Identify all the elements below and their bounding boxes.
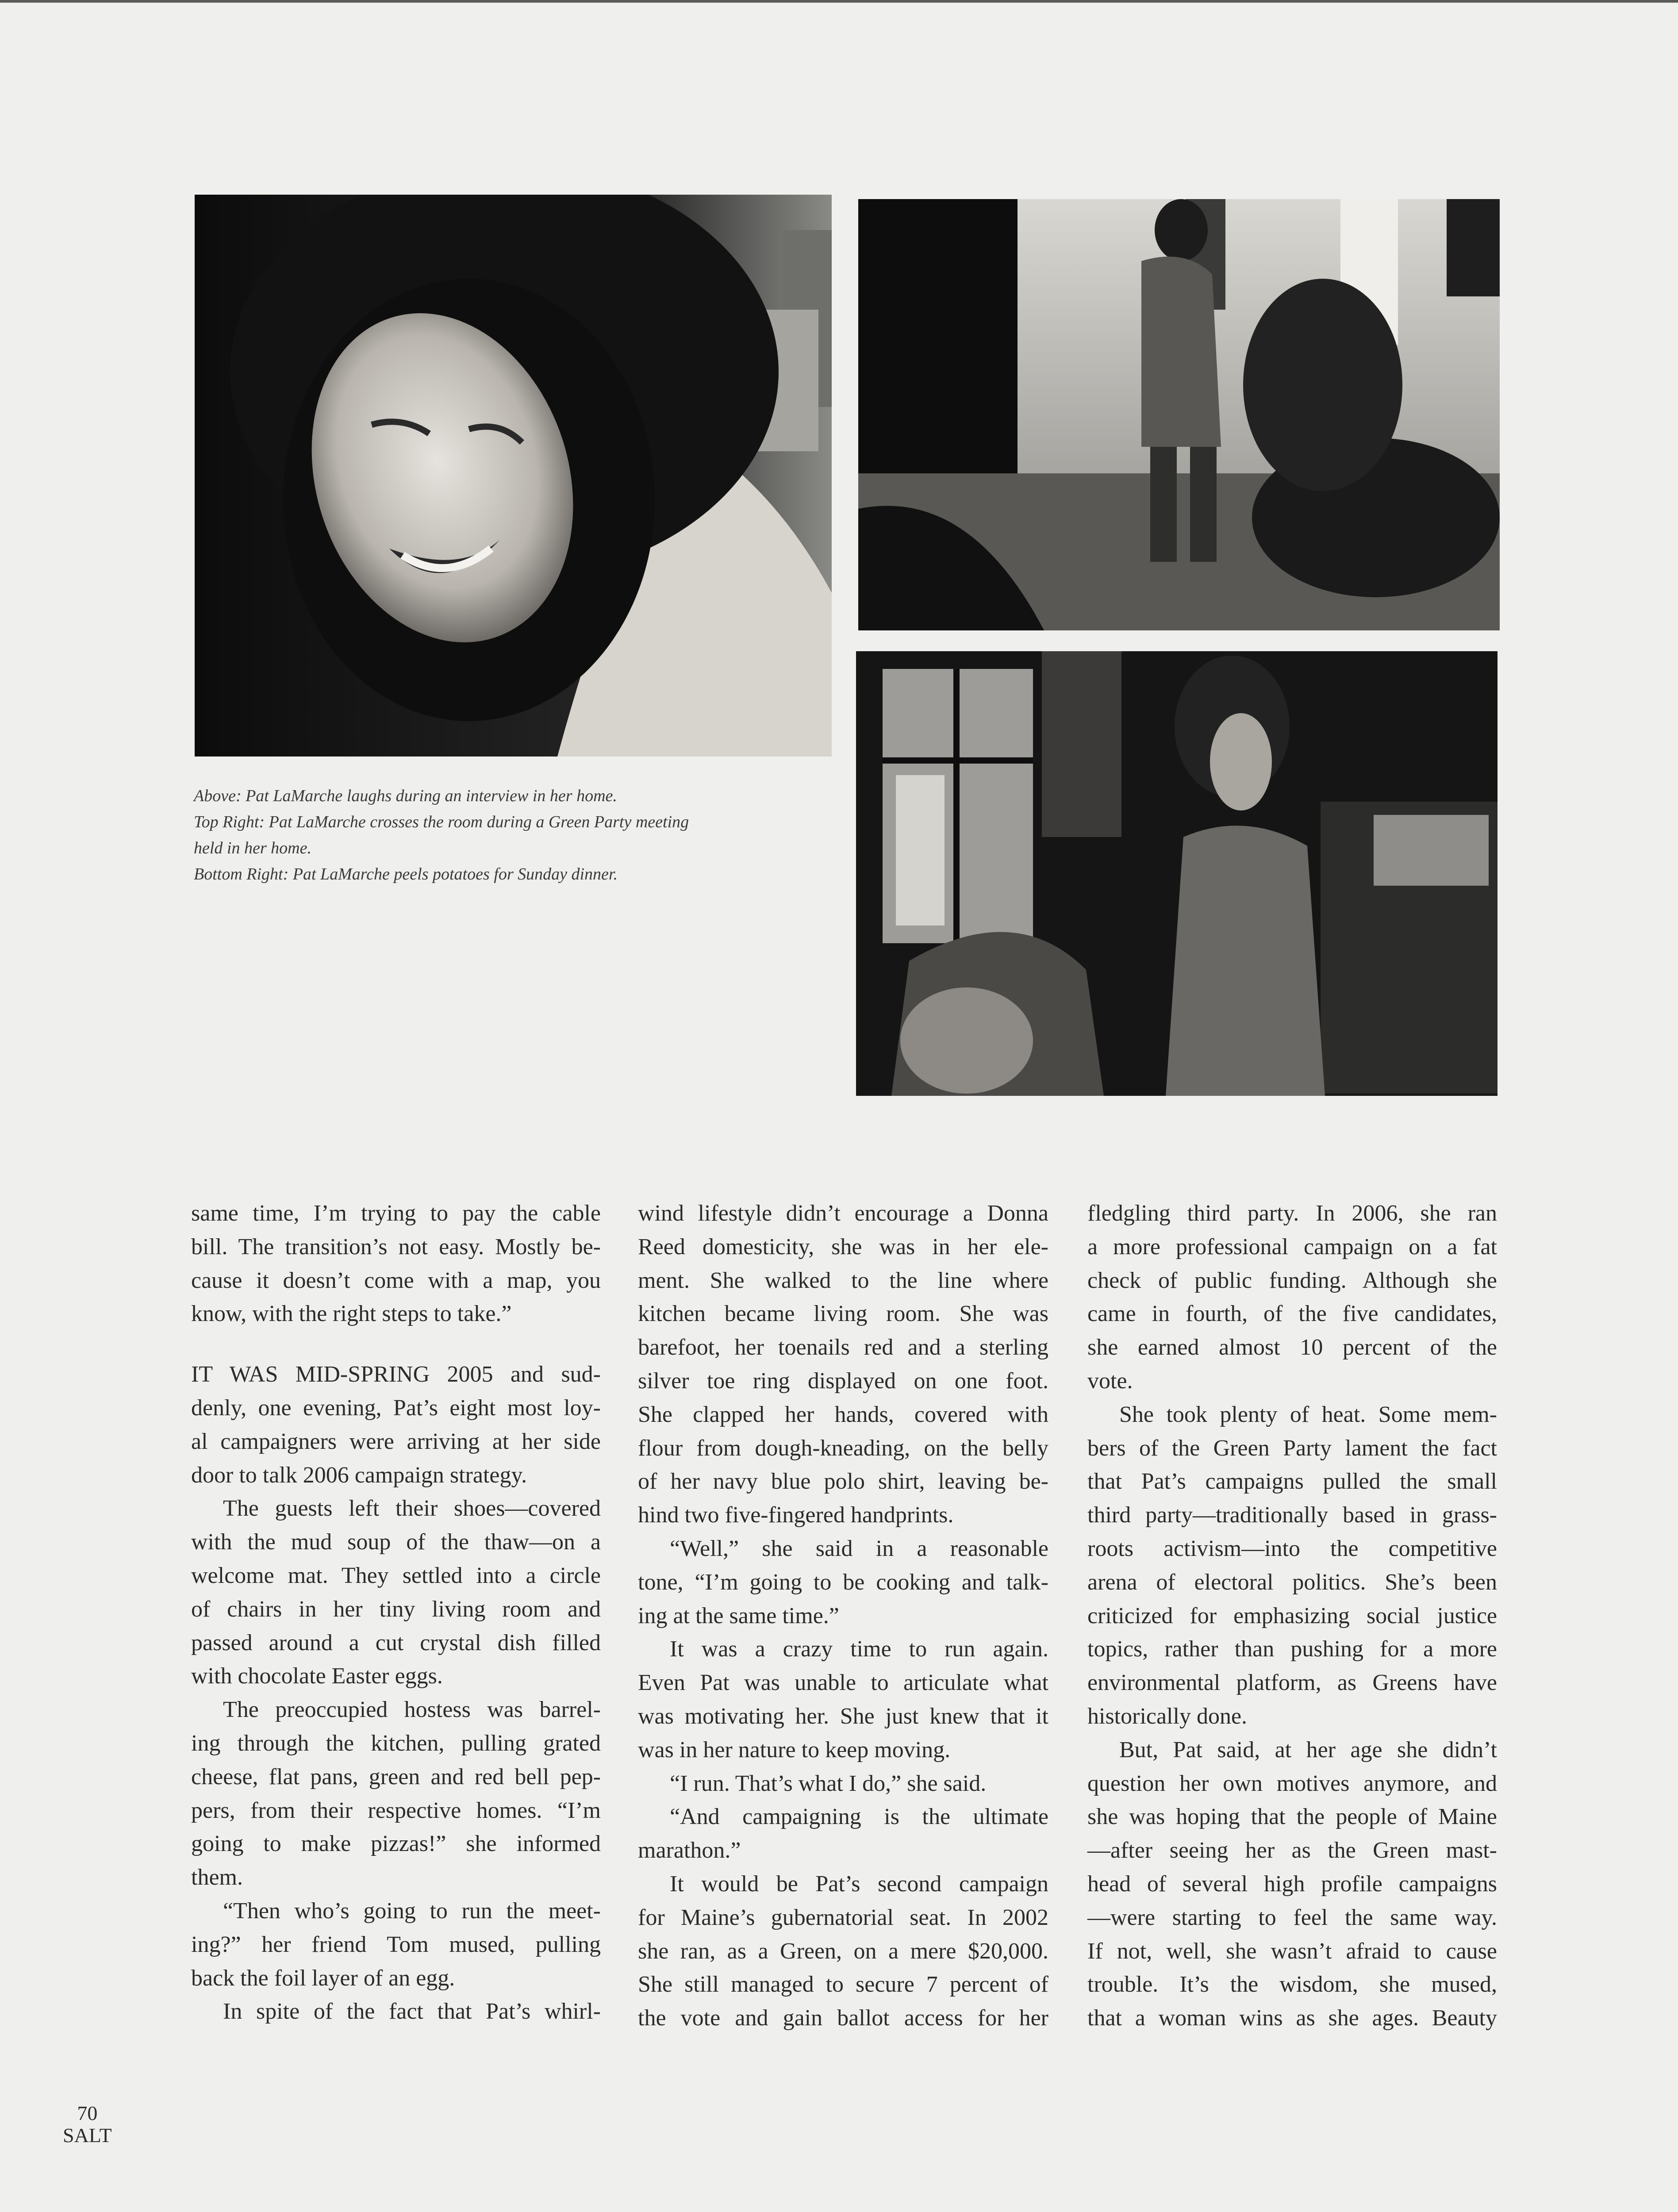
text-line: bill. The transition’s not easy. Mostly be- [191,1234,601,1260]
text-line: silver toe ring displayed on one foot. [638,1368,1048,1394]
text-line: vote. [1087,1368,1133,1394]
page-folio [63,2102,112,2147]
text-line: —were starting to feel the same way. [1087,1905,1497,1930]
section-break [191,1331,601,1358]
text-line: check of public funding. Although she [1087,1267,1497,1293]
text-line: tone, “I’m going to be cooking and talk- [638,1569,1048,1595]
text-line: “And campaigning is the ultimate [670,1804,1048,1830]
text-line: arena of electoral politics. She’s been [1087,1569,1497,1595]
kitchen-photo [856,651,1498,1096]
text-line: third party—traditionally based in grass- [1087,1502,1497,1528]
text-line: criticized for emphasizing social justice [1087,1603,1497,1628]
text-line: a more professional campaign on a fat [1087,1234,1497,1260]
meeting-photo [858,199,1500,630]
text-line: She clapped her hands, covered with [638,1402,1048,1427]
text-line: trouble. It’s the wisdom, she mused, [1087,1972,1497,1997]
text-line: al campaigners were arriving at her side [191,1429,601,1454]
caption-line: Bottom Right: Pat LaMarche peels potatoes for Sunday dinner. [194,865,618,883]
caption-line: Top Right: Pat LaMarche crosses the room during a Green Party meeting [194,813,689,831]
text-line: cause it doesn’t come with a map, you [191,1267,601,1293]
text-line: head of several high profile campaigns [1087,1871,1497,1897]
text-line: In spite of the fact that Pat’s whirl- [223,1999,601,2024]
text-line: question her own motives anymore, and [1087,1770,1497,1796]
text-line: pers, from their respective homes. “I’m [191,1797,601,1823]
text-line: of her navy blue polo shirt, leaving be- [638,1469,1048,1494]
text-line: fledgling third party. In 2006, she ran [1087,1201,1497,1226]
text-line: that Pat’s campaigns pulled the small [1087,1469,1497,1494]
text-line: marathon.” [638,1838,741,1863]
text-column-3 [1087,1197,1497,2035]
text-line: wind lifestyle didn’t encourage a Donna [638,1201,1048,1226]
text-line: “I run. That’s what I do,” she said. [670,1770,987,1796]
text-column-1 [191,1197,601,2028]
text-line: hind two five-fingered handprints. [638,1502,954,1528]
text-line: The guests left their shoes—covered [223,1496,601,1521]
text-line: welcome mat. They settled into a circle [191,1563,601,1588]
text-line: with chocolate Easter eggs. [191,1663,443,1689]
text-line: was in her nature to keep moving. [638,1737,951,1763]
text-line: know, with the right steps to take.” [191,1301,512,1327]
text-line: IT WAS MID-SPRING 2005 and sud- [191,1362,601,1387]
text-line: It would be Pat’s second campaign [670,1871,1048,1897]
text-line: Even Pat was unable to articulate what [638,1670,1048,1696]
text-line: topics, rather than pushing for a more [1087,1636,1497,1662]
caption-line: Above: Pat LaMarche laughs during an interview in her home. [194,787,617,805]
text-line: back the foil layer of an egg. [191,1965,455,1991]
text-line: going to make pizzas!” she informed [191,1831,601,1857]
text-line: them. [191,1865,243,1890]
text-line: bers of the Green Party lament the fact [1087,1435,1497,1461]
text-line: She took plenty of heat. Some mem- [1119,1402,1497,1427]
text-line: denly, one evening, Pat’s eight most loy- [191,1395,601,1421]
text-line: ment. She walked to the line where [638,1267,1048,1293]
text-line: barefoot, her toenails red and a sterling [638,1335,1048,1360]
text-line: “Then who’s going to run the meet- [223,1898,601,1924]
text-line: she earned almost 10 percent of the [1087,1335,1497,1360]
text-line: was motivating her. She just knew that it [638,1703,1048,1729]
text-line: she ran, as a Green, on a mere $20,000. [638,1938,1048,1964]
text-line: historically done. [1087,1703,1248,1729]
text-line: ing?” her friend Tom mused, pulling [191,1932,601,1957]
text-line: ing through the kitchen, pulling grated [191,1730,601,1756]
text-line: “Well,” she said in a reasonable [670,1536,1048,1561]
text-line: flour from dough-kneading, on the belly [638,1435,1048,1461]
text-line: door to talk 2006 campaign strategy. [191,1462,527,1488]
text-line: The preoccupied hostess was barrel- [223,1697,601,1723]
magazine-name: SALT [63,2124,112,2147]
text-line: cheese, flat pans, green and red bell pep- [191,1764,601,1790]
text-line: It was a crazy time to run again. [670,1636,1048,1662]
photo-caption [194,783,813,887]
caption-line: held in her home. [194,839,311,857]
text-column-2 [638,1197,1048,2035]
text-line: she was hoping that the people of Maine [1087,1804,1497,1830]
text-line: with the mud soup of the thaw—on a [191,1529,601,1555]
text-line: roots activism—into the competitive [1087,1536,1497,1561]
text-line: for Maine’s gubernatorial seat. In 2002 [638,1905,1048,1930]
text-line: that a woman wins as she ages. Beauty [1087,2005,1497,2031]
text-line: But, Pat said, at her age she didn’t [1119,1737,1497,1763]
text-line: kitchen became living room. She was [638,1301,1048,1327]
top-rule [0,0,1678,3]
text-line: If not, well, she wasn’t afraid to cause [1087,1938,1497,1964]
text-line: came in fourth, of the five candidates, [1087,1301,1497,1327]
portrait-photo [195,195,832,757]
text-line: same time, I’m trying to pay the cable [191,1201,601,1226]
text-line: —after seeing her as the Green mast- [1087,1838,1497,1863]
text-line: environmental platform, as Greens have [1087,1670,1497,1696]
page-number: 70 [77,2102,98,2124]
text-line: She still managed to secure 7 percent of [638,1972,1048,1997]
text-line: passed around a cut crystal dish filled [191,1630,601,1655]
text-line: the vote and gain ballot access for her [638,2005,1048,2031]
text-line: ing at the same time.” [638,1603,839,1628]
text-line: Reed domesticity, she was in her ele- [638,1234,1048,1260]
text-line: of chairs in her tiny living room and [191,1596,601,1622]
